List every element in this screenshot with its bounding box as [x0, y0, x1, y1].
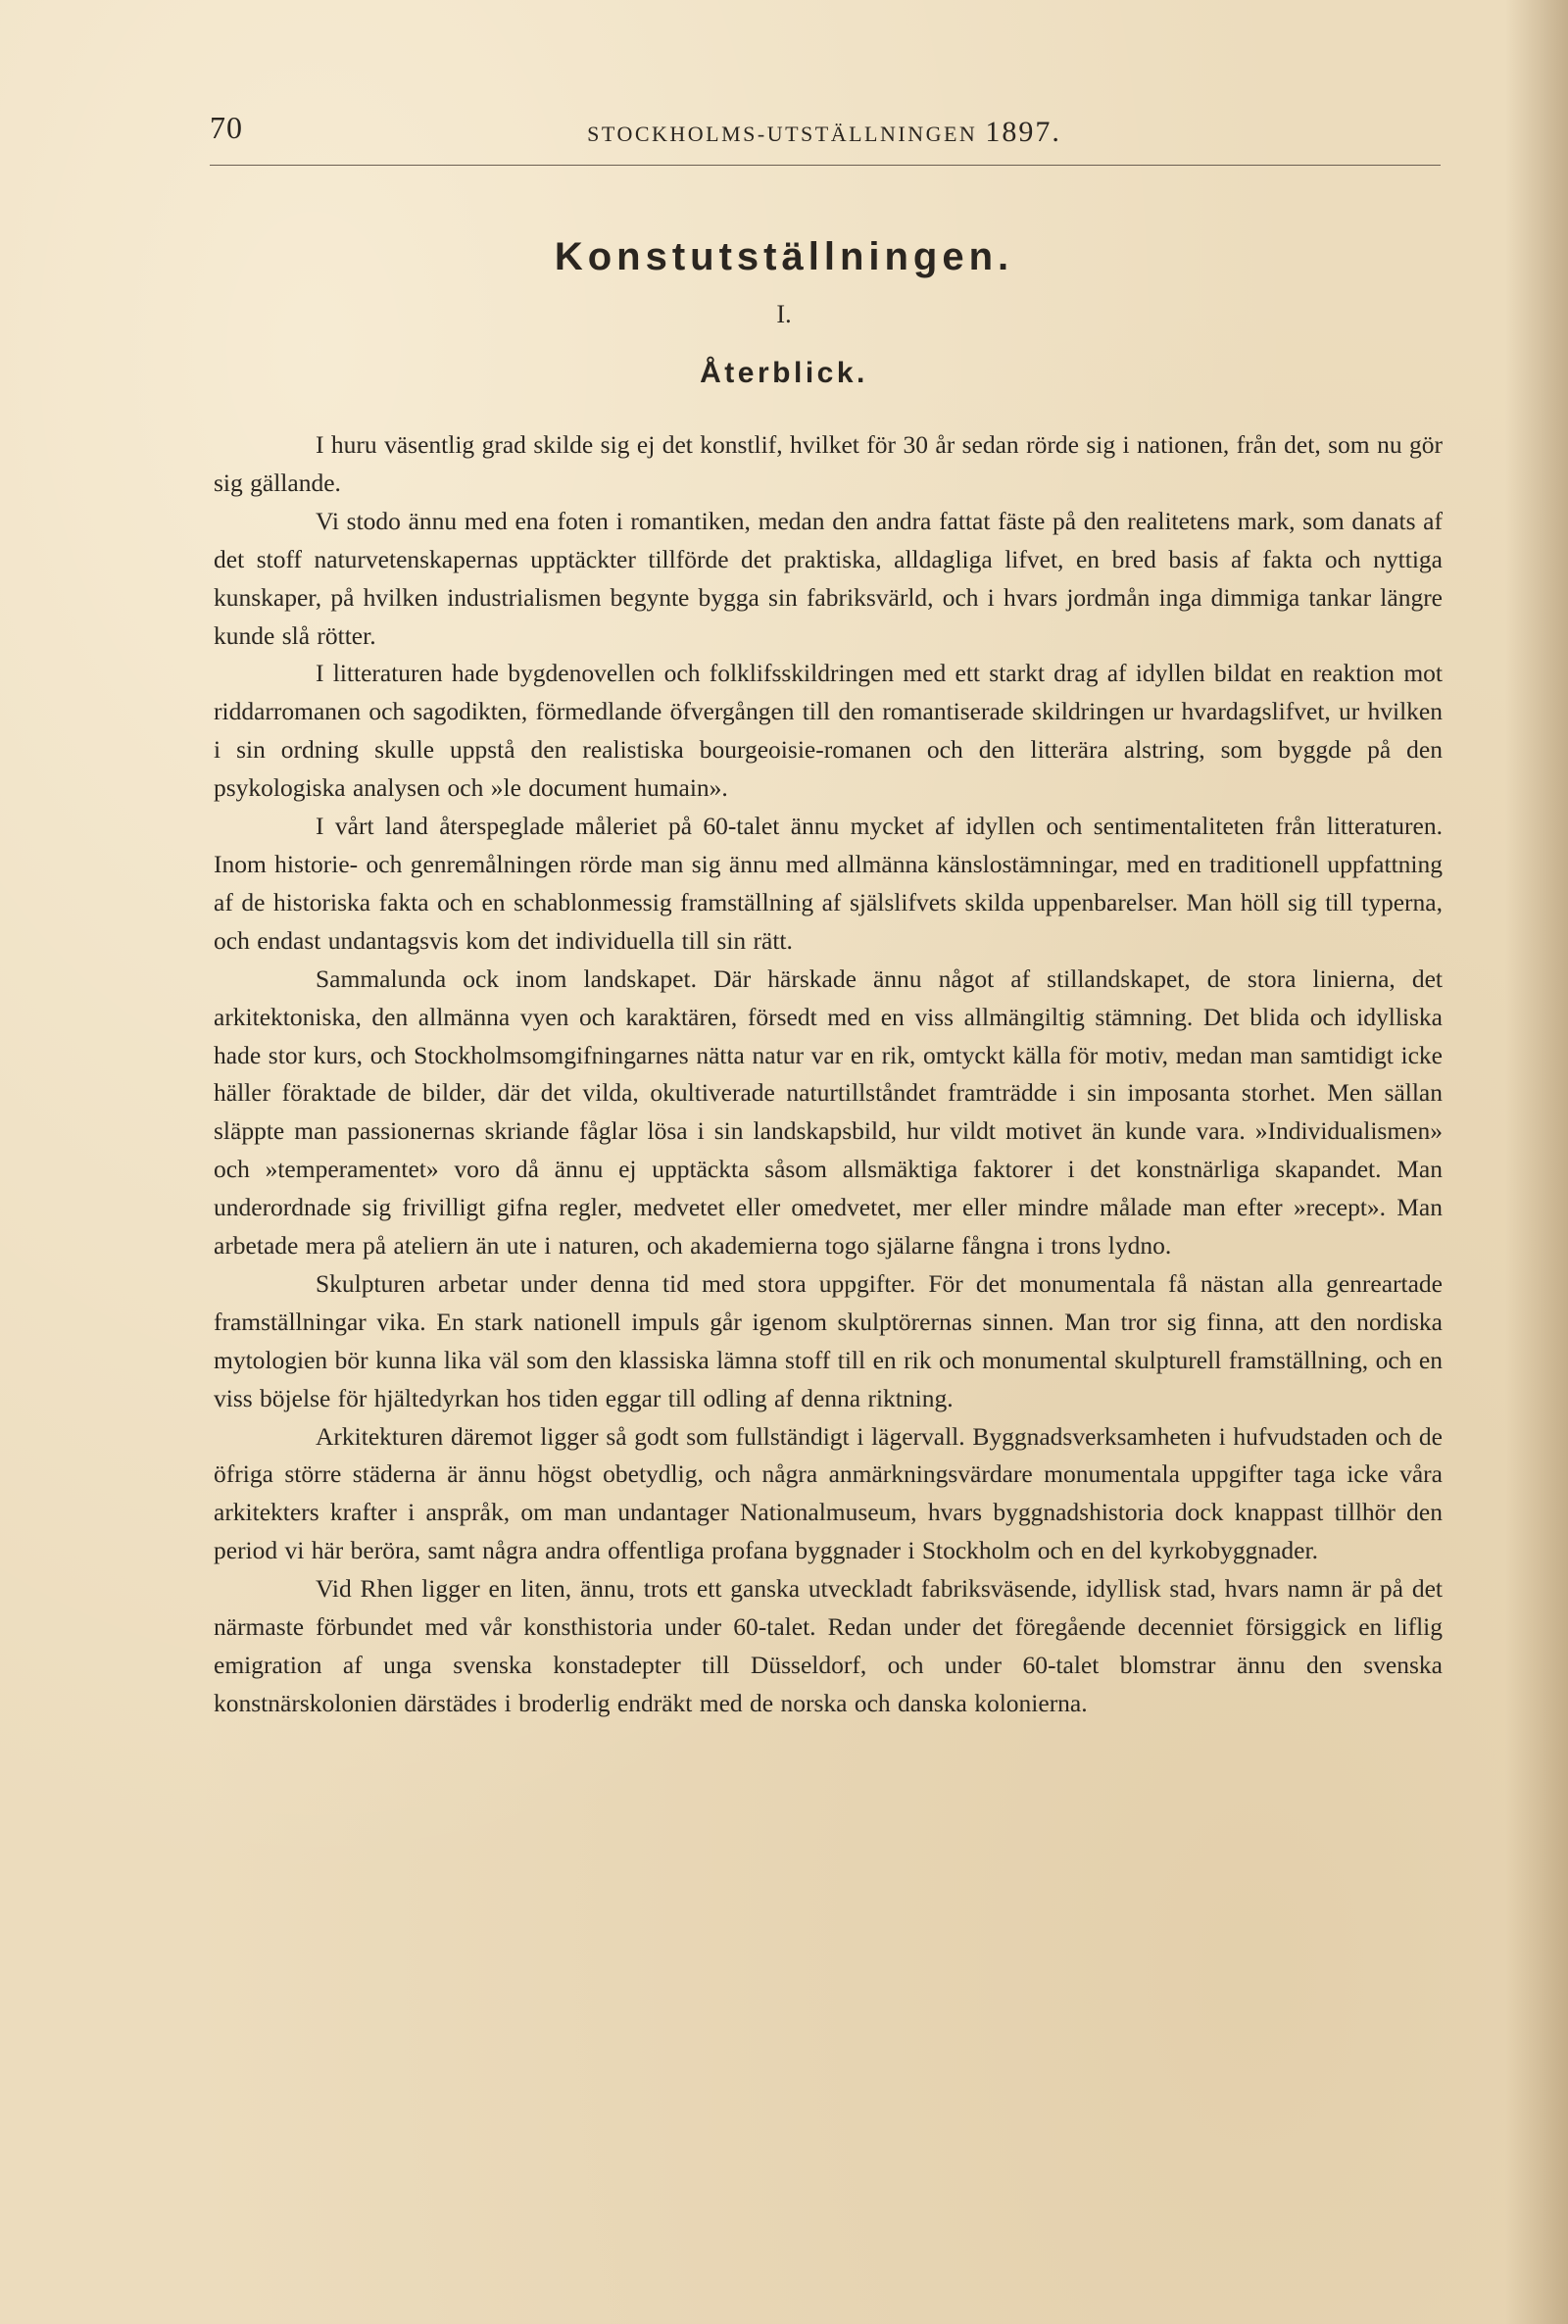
paragraph: Vi stodo ännu med ena foten i romantiken, medan den andra fattat fäste på den realitetens mark, som danats af det stoff naturvetenskapernas upptäckter tillförde det praktiska, alldagliga lifvet, en bred basis af fakta och nyttiga kunskaper, på hvilken industrialismen begynte bygga sin fabriksvärld, och i hvars jordmån inga dimmiga tankar längre kunde slå rötter.	[214, 506, 1443, 650]
article-body	[214, 426, 1443, 1723]
section-numeral: I.	[776, 300, 792, 328]
paragraph: I litteraturen hade bygdenovellen och folklifsskildringen med ett starkt drag af idyllen bildat en reaktion mot riddarromanen och sagodikten, förmedlande öfvergången till den romantiserade skildringen ur hvardagslifvet, ur hvilken i sin ordning skulle uppstå den realistiska bourgeoisie-romanen och den litterära alstring, som byggde på den psykologiska analysen och »le document humain».	[214, 659, 1443, 803]
running-head	[210, 110, 1439, 159]
paragraph: Skulpturen arbetar under denna tid med stora uppgifter. För det monumentala få nästan alla genreartade framställningar vika. En stark nationell impuls går igenom skulptörernas sinnen. Man tror sig finna, att den nordiska mytologien bör kunna lika väl som den klassiska lämna stoff till en rik och monumental skulpturell framställning, och en viss böjelse för hjältedyrkan hos tiden eggar till odling af denna riktning.	[214, 1268, 1443, 1412]
section-title: Återblick.	[700, 357, 868, 389]
article-title: Konstutställningen.	[554, 235, 1014, 278]
paragraph: Sammalunda ock inom landskapet. Där härskade ännu något af stillandskapet, de stora linierna, det arkitektoniska, den allmänna vyen och karaktären, försedt med en viss allmängiltig stämning. Det blida och idylliska hade stor kurs, och Stockholmsomgifningarnes nätta natur var en rik, omtyckt källa för motiv, medan man samtidigt icke häller föraktade de bilder, där det vilda, okultiverade naturtillståndet framträdde i sin imposanta storhet. Men sällan släppte man passionernas skriande fåglar lösa i sin landskapsbild, hur vildt motivet än kunde vara. »Individualismen» och »temperamentet» voro då ännu ej upptäckta såsom allsmäktiga faktorer i det konstnärliga skapandet. Man underordnade sig frivilligt gifna regler, medvetet eller omedvetet, mer eller mindre målade man efter »recept». Man arbetade mera på ateliern än ute i naturen, och akademierna togo själarne fångna i trons lydno.	[214, 964, 1443, 1261]
running-title	[210, 116, 1439, 149]
paragraph: Arkitekturen däremot ligger så godt som fullständigt i lägervall. Byggnadsverksamheten i hufvudstaden och de öfriga större städerna är ännu högst obetydlig, och några anmärkningsvärdare monumentala uppgifter taga icke våra arkitekters krafter i anspråk, om man undantager Nationalmuseum, hvars byggnadshistoria dock knappast tillhör den period vi här beröra, samt några andra offentliga profana byggnader i Stockholm och en del kyrkobyggnader.	[214, 1421, 1443, 1565]
paragraph: I vårt land återspeglade måleriet på 60-talet ännu mycket af idyllen och sentimentaliteten från litteraturen. Inom historie- och genremålningen rörde man sig ännu med allmänna känslostämningar, med en traditionell uppfattning af de historiska fakta och en schablonmessig framställning af själslifvets skilda uppenbarelser. Man höll sig till typerna, och endast undantagsvis kom det individuella till sin rätt.	[214, 812, 1443, 955]
page-number: 70	[210, 110, 243, 145]
running-title-text: STOCKHOLMS-UTSTÄLLNINGEN	[587, 122, 986, 146]
paragraph: Vid Rhen ligger en liten, ännu, trots ett ganska utveckladt fabriksväsende, idyllisk stad, hvars namn är på det närmaste förbundet med vår konsthistoria under 60-talet. Redan under det föregående decenniet försiggick en liflig emigration af unga svenska konstadepter till Düsseldorf, och under 60-talet blomstrar ännu den svenska konstnärskolonien därstädes i broderlig endräkt med de norska och danska kolonierna.	[214, 1574, 1443, 1717]
header-rule	[210, 165, 1441, 166]
paragraph: I huru väsentlig grad skilde sig ej det konstlif, hvilket för 30 år sedan rörde sig i nationen, från det, som nu gör sig gällande.	[214, 430, 1443, 497]
running-title-year: 1897.	[985, 116, 1061, 148]
